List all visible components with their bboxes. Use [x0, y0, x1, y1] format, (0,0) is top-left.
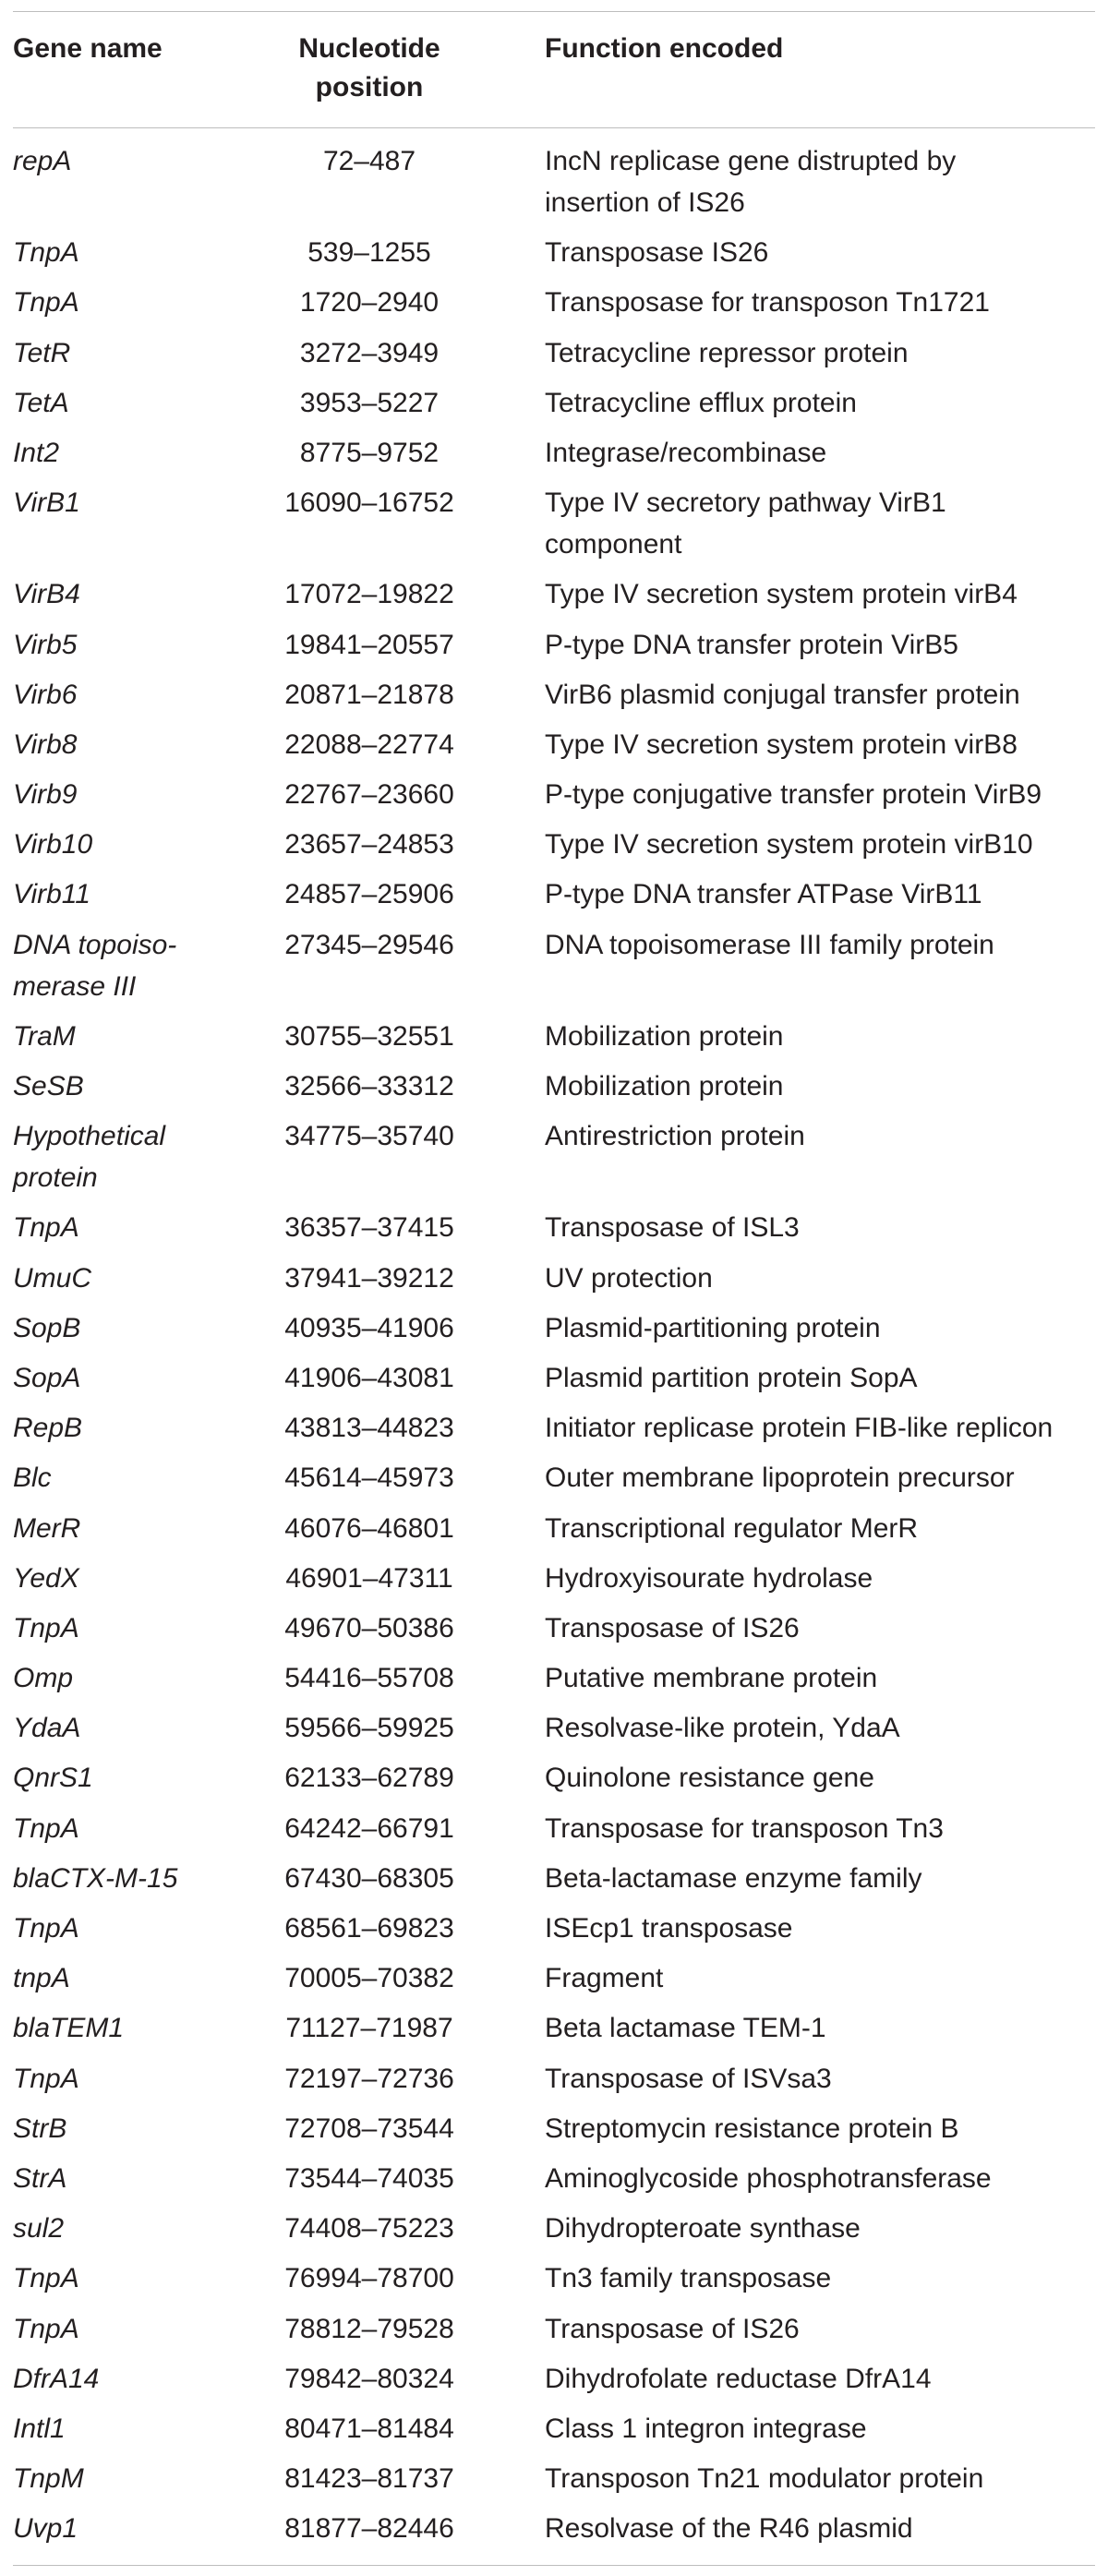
gene-name-line: Intl1 [13, 2413, 66, 2444]
function-encoded-cell [545, 1607, 1090, 1649]
nucleotide-position-cell: 81877–82446 [284, 2513, 454, 2545]
function-encoded-cell [545, 774, 1090, 815]
table-row [0, 573, 1108, 623]
nucleotide-position-cell: 64242–66791 [284, 1812, 454, 1844]
gene-name-line: Int2 [13, 437, 60, 468]
table-row [0, 232, 1108, 282]
table-row [0, 1957, 1108, 2007]
table-row [0, 382, 1108, 432]
gene-name-line: Virb11 [13, 879, 90, 910]
gene-name-line: blaCTX-M-15 [13, 1862, 178, 1894]
function-encoded-cell [545, 724, 1090, 765]
function-encoded-cell [545, 1357, 1090, 1399]
nucleotide-position-cell: 24857–25906 [284, 879, 454, 910]
nucleotide-position-cell: 54416–55708 [284, 1663, 454, 1694]
gene-name-line: VirB1 [13, 488, 80, 519]
gene-name-cell [13, 1065, 225, 1107]
function-encoded-cell [545, 1115, 1090, 1157]
table-row [0, 774, 1108, 824]
gene-name-line: TnpM [13, 2463, 84, 2495]
function-line: Tetracycline repressor protein [545, 337, 909, 368]
nucleotide-position-cell: 3272–3949 [299, 337, 440, 368]
function-line: Mobilization protein [545, 1020, 784, 1052]
table-row [0, 1258, 1108, 1307]
header-gene-name: Gene name [13, 33, 163, 64]
function-line: Type IV secretion system protein virB10 [545, 829, 1033, 861]
gene-name-line: sul2 [13, 2213, 65, 2245]
nucleotide-position-cell: 71127–71987 [285, 2013, 453, 2044]
function-encoded-cell [545, 482, 1090, 565]
gene-name-cell [13, 1757, 225, 1799]
gene-name-cell [13, 873, 225, 915]
gene-name-line: SopA [13, 1362, 81, 1393]
nucleotide-position-cell: 40935–41906 [284, 1312, 454, 1343]
function-line: Transposase of IS26 [545, 2313, 800, 2344]
function-line: Antirestriction protein [545, 1121, 805, 1152]
function-line: Transposon Tn21 modulator protein [545, 2463, 984, 2495]
nucleotide-position-cell: 73544–74035 [284, 2162, 454, 2194]
function-encoded-cell [545, 1307, 1090, 1349]
function-line: Type IV secretion system protein virB8 [545, 728, 1018, 760]
function-line: Transposase IS26 [545, 237, 769, 269]
gene-name-line: TnpA [13, 2063, 79, 2094]
function-line: Plasmid-partitioning protein [545, 1312, 881, 1343]
gene-name-cell [13, 1858, 225, 1899]
function-line: Resolvase-like protein, YdaA [545, 1713, 900, 1744]
gene-name-cell [13, 2108, 225, 2149]
function-line: Class 1 integron integrase [545, 2413, 867, 2444]
table-header [0, 28, 1108, 120]
table-row [0, 2508, 1108, 2558]
function-line: Resolvase of the R46 plasmid [545, 2513, 913, 2545]
table-row [0, 2108, 1108, 2158]
gene-name-cell [13, 432, 225, 474]
table-row [0, 1357, 1108, 1407]
table-row [0, 2458, 1108, 2508]
table-row [0, 1508, 1108, 1558]
nucleotide-position-cell: 43813–44823 [284, 1413, 454, 1444]
nucleotide-position-cell: 539–1255 [307, 237, 431, 269]
function-line: UV protection [545, 1262, 713, 1294]
function-encoded-cell [545, 624, 1090, 666]
function-line: Outer membrane lipoprotein precursor [545, 1463, 1015, 1494]
gene-name-cell [13, 1508, 225, 1549]
gene-name-line: TnpA [13, 287, 79, 319]
gene-name-cell [13, 1016, 225, 1057]
gene-name-line: SopB [13, 1312, 81, 1343]
table-row [0, 1707, 1108, 1757]
nucleotide-position-cell: 59566–59925 [284, 1713, 454, 1744]
gene-name-line: TetA [13, 387, 69, 418]
table-header-rule [13, 127, 1095, 128]
function-encoded-cell [545, 1957, 1090, 1999]
function-encoded-cell [545, 1407, 1090, 1449]
nucleotide-position-cell: 72–487 [322, 146, 416, 176]
gene-name-cell [13, 1357, 225, 1399]
gene-name-line: TnpA [13, 1812, 79, 1844]
nucleotide-position-cell: 22088–22774 [284, 728, 454, 760]
gene-name-cell [13, 2408, 225, 2450]
gene-name-cell [13, 1558, 225, 1599]
function-line: component [545, 529, 682, 560]
gene-name-line: TnpA [13, 1212, 79, 1244]
table-row [0, 674, 1108, 724]
function-line: DNA topoisomerase III family protein [545, 929, 994, 960]
function-encoded-cell [545, 232, 1090, 273]
gene-name-line: Virb6 [13, 679, 78, 710]
nucleotide-position-cell: 67430–68305 [284, 1862, 454, 1894]
function-encoded-cell [545, 2007, 1090, 2049]
function-line: Aminoglycoside phosphotransferase [545, 2162, 992, 2194]
table-row [0, 1908, 1108, 1957]
gene-name-cell [13, 232, 225, 273]
function-encoded-cell [545, 2408, 1090, 2450]
table-row [0, 2208, 1108, 2257]
function-line: Dihydrofolate reductase DfrA14 [545, 2363, 932, 2394]
gene-name-cell [13, 1957, 225, 1999]
table-row [0, 1307, 1108, 1357]
table-row [0, 1558, 1108, 1607]
nucleotide-position-cell: 68561–69823 [284, 1913, 454, 1944]
nucleotide-position-cell: 8775–9752 [299, 437, 440, 468]
gene-name-line: TnpA [13, 1612, 79, 1643]
gene-name-cell [13, 573, 225, 615]
nucleotide-position-cell: 79842–80324 [284, 2363, 454, 2394]
function-encoded-cell [545, 674, 1090, 716]
gene-name-cell [13, 624, 225, 666]
function-line: VirB6 plasmid conjugal transfer protein [545, 679, 1020, 710]
table-row [0, 2358, 1108, 2408]
function-line: P-type conjugative transfer protein VirB9 [545, 779, 1042, 811]
table-row [0, 1016, 1108, 1065]
gene-name-line: TnpA [13, 237, 79, 269]
table-body [0, 140, 1108, 2558]
gene-name-line: VirB4 [13, 579, 80, 610]
gene-name-cell [13, 2257, 225, 2299]
function-line: Hydroxyisourate hydrolase [545, 1562, 873, 1594]
function-encoded-cell [545, 2458, 1090, 2499]
function-line: Transposase for transposon Tn1721 [545, 287, 990, 319]
gene-name-line: YedX [13, 1562, 79, 1594]
gene-name-line: protein [13, 1162, 98, 1194]
function-line: Type IV secretory pathway VirB1 [545, 488, 946, 519]
gene-name-cell [13, 2308, 225, 2350]
nucleotide-position-cell: 76994–78700 [284, 2263, 454, 2294]
gene-name-cell [13, 2508, 225, 2549]
function-encoded-cell [545, 573, 1090, 615]
function-encoded-cell [545, 1065, 1090, 1107]
gene-name-line: merase III [13, 970, 137, 1002]
table-row [0, 482, 1108, 573]
function-line: IncN replicase gene distrupted by [545, 146, 957, 176]
function-encoded-cell [545, 1908, 1090, 1949]
nucleotide-position-cell: 37941–39212 [284, 1262, 454, 1294]
function-encoded-cell [545, 1707, 1090, 1749]
gene-name-line: Virb8 [13, 728, 78, 760]
function-line: Beta lactamase TEM-1 [545, 2013, 826, 2044]
table-row [0, 1808, 1108, 1858]
function-line: Plasmid partition protein SopA [545, 1362, 918, 1393]
nucleotide-position-cell: 72197–72736 [284, 2063, 454, 2094]
gene-name-cell [13, 1707, 225, 1749]
table-bottom-rule [13, 2565, 1095, 2566]
table-row [0, 724, 1108, 774]
function-line: P-type DNA transfer ATPase VirB11 [545, 879, 982, 910]
gene-name-cell [13, 282, 225, 323]
table-row [0, 924, 1108, 1016]
function-encoded-cell [545, 1858, 1090, 1899]
gene-name-line: Omp [13, 1663, 74, 1694]
nucleotide-position-cell: 62133–62789 [284, 1763, 454, 1794]
gene-name-line: MerR [13, 1512, 81, 1544]
gene-name-cell [13, 1307, 225, 1349]
gene-name-cell [13, 1258, 225, 1299]
nucleotide-position-cell: 1720–2940 [299, 287, 440, 319]
function-encoded-cell [545, 382, 1090, 424]
gene-name-line: repA [13, 146, 72, 176]
gene-name-line: StrA [13, 2162, 67, 2194]
nucleotide-position-cell: 20871–21878 [284, 679, 454, 710]
nucleotide-position-cell: 3953–5227 [299, 387, 440, 418]
gene-name-cell [13, 674, 225, 716]
gene-name-line: tnpA [13, 1963, 70, 1994]
gene-name-cell [13, 1407, 225, 1449]
gene-name-cell [13, 2158, 225, 2199]
table-row [0, 873, 1108, 923]
function-encoded-cell [545, 282, 1090, 323]
table-row [0, 332, 1108, 382]
function-line: Putative membrane protein [545, 1663, 878, 1694]
gene-name-line: blaTEM1 [13, 2013, 125, 2044]
nucleotide-position-cell: 34775–35740 [284, 1121, 454, 1152]
gene-name-line: TraM [13, 1020, 76, 1052]
function-encoded-cell [545, 332, 1090, 374]
function-line: Tetracycline efflux protein [545, 387, 857, 418]
table-row [0, 2058, 1108, 2108]
nucleotide-position-cell: 23657–24853 [284, 829, 454, 861]
function-line: Transposase for transposon Tn3 [545, 1812, 944, 1844]
table-row [0, 1657, 1108, 1707]
header-nucleotide-position [231, 30, 508, 107]
gene-name-cell [13, 382, 225, 424]
function-encoded-cell [545, 2058, 1090, 2100]
table-row [0, 1757, 1108, 1807]
table-row [0, 624, 1108, 674]
gene-name-cell [13, 2007, 225, 2049]
function-line: Transcriptional regulator MerR [545, 1512, 919, 1544]
table-row [0, 1607, 1108, 1657]
function-line: Beta-lactamase enzyme family [545, 1862, 922, 1894]
table-row [0, 2007, 1108, 2057]
function-line: Streptomycin resistance protein B [545, 2113, 959, 2144]
nucleotide-position-cell: 74408–75223 [284, 2213, 454, 2245]
function-encoded-cell [545, 1558, 1090, 1599]
table-row [0, 1457, 1108, 1507]
function-encoded-cell [545, 1016, 1090, 1057]
gene-name-line: Virb5 [13, 629, 78, 660]
function-line: Mobilization protein [545, 1071, 784, 1101]
table-row [0, 2308, 1108, 2358]
nucleotide-position-cell: 22767–23660 [284, 779, 454, 811]
function-line: ISEcp1 transposase [545, 1913, 793, 1944]
gene-name-cell [13, 1808, 225, 1849]
table-row [0, 1065, 1108, 1115]
gene-name-cell [13, 824, 225, 865]
gene-name-cell [13, 1457, 225, 1499]
nucleotide-position-cell: 32566–33312 [284, 1071, 454, 1101]
nucleotide-position-cell: 72708–73544 [284, 2113, 454, 2144]
nucleotide-position-cell: 70005–70382 [284, 1963, 454, 1994]
table-row [0, 1115, 1108, 1207]
function-encoded-cell [545, 1808, 1090, 1849]
gene-name-cell [13, 2208, 225, 2249]
gene-name-line: DNA topoiso- [13, 929, 177, 960]
gene-name-line: TnpA [13, 2313, 79, 2344]
gene-name-cell [13, 1607, 225, 1649]
gene-name-line: TnpA [13, 1913, 79, 1944]
function-encoded-cell [545, 824, 1090, 865]
function-encoded-cell [545, 140, 1090, 223]
nucleotide-position-cell: 46901–47311 [285, 1562, 453, 1594]
nucleotide-position-cell: 30755–32551 [284, 1020, 454, 1052]
gene-name-cell [13, 2458, 225, 2499]
function-line: insertion of IS26 [545, 187, 745, 218]
gene-name-line: TnpA [13, 2263, 79, 2294]
gene-name-cell [13, 724, 225, 765]
nucleotide-position-cell: 46076–46801 [284, 1512, 454, 1544]
function-line: Integrase/recombinase [545, 437, 827, 468]
gene-name-line: Hypothetical [13, 1121, 166, 1152]
function-line: Tn3 family transposase [545, 2263, 832, 2294]
function-encoded-cell [545, 432, 1090, 474]
gene-name-line: Virb10 [13, 829, 93, 861]
function-line: Initiator replicase protein FIB-like replicon [545, 1413, 1054, 1444]
function-line: Transposase of ISVsa3 [545, 2063, 832, 2094]
function-encoded-cell [545, 1457, 1090, 1499]
function-line: Quinolone resistance gene [545, 1763, 874, 1794]
table-row [0, 282, 1108, 331]
nucleotide-position-cell: 81423–81737 [284, 2463, 454, 2495]
gene-name-line: Uvp1 [13, 2513, 78, 2545]
function-encoded-cell [545, 1757, 1090, 1799]
gene-name-line: StrB [13, 2113, 67, 2144]
table-row [0, 824, 1108, 873]
function-line: Transposase of IS26 [545, 1612, 800, 1643]
table-row [0, 2408, 1108, 2458]
nucleotide-position-cell: 45614–45973 [284, 1463, 454, 1494]
gene-name-line: RepB [13, 1413, 83, 1444]
function-encoded-cell [545, 2257, 1090, 2299]
table-row [0, 2158, 1108, 2208]
function-encoded-cell [545, 2358, 1090, 2400]
gene-name-line: DfrA14 [13, 2363, 100, 2394]
gene-name-cell [13, 1908, 225, 1949]
gene-name-line: UmuC [13, 1262, 92, 1294]
gene-name-cell [13, 1657, 225, 1699]
function-encoded-cell [545, 1657, 1090, 1699]
function-encoded-cell [545, 2158, 1090, 2199]
gene-name-line: YdaA [13, 1713, 81, 1744]
function-line: Type IV secretion system protein virB4 [545, 579, 1018, 610]
function-encoded-cell [545, 2508, 1090, 2549]
nucleotide-position-cell: 36357–37415 [284, 1212, 454, 1244]
table-row [0, 1858, 1108, 1908]
function-encoded-cell [545, 924, 1090, 966]
table-top-rule [13, 11, 1095, 12]
gene-name-cell [13, 2058, 225, 2100]
function-encoded-cell [545, 873, 1090, 915]
table-row [0, 432, 1108, 482]
function-line: Fragment [545, 1963, 664, 1994]
gene-name-line: TetR [13, 337, 71, 368]
function-encoded-cell [545, 1258, 1090, 1299]
gene-name-line: Virb9 [13, 779, 78, 811]
gene-name-cell [13, 482, 225, 524]
gene-name-cell [13, 2358, 225, 2400]
function-encoded-cell [545, 1207, 1090, 1248]
nucleotide-position-cell: 78812–79528 [284, 2313, 454, 2344]
nucleotide-position-cell: 17072–19822 [284, 579, 454, 610]
gene-name-line: SeSB [13, 1071, 84, 1101]
gene-name-cell [13, 332, 225, 374]
header-position-line2: position [315, 72, 424, 102]
gene-name-cell [13, 140, 225, 182]
function-encoded-cell [545, 1508, 1090, 1549]
nucleotide-position-cell: 80471–81484 [284, 2413, 454, 2444]
gene-name-line: Blc [13, 1463, 52, 1494]
header-function-encoded: Function encoded [545, 33, 784, 64]
function-encoded-cell [545, 2208, 1090, 2249]
nucleotide-position-cell: 49670–50386 [284, 1612, 454, 1643]
table-row [0, 140, 1108, 232]
nucleotide-position-cell: 19841–20557 [284, 629, 454, 660]
nucleotide-position-cell: 27345–29546 [284, 929, 454, 960]
gene-name-cell [13, 1115, 225, 1198]
table-row [0, 2257, 1108, 2307]
gene-name-cell [13, 1207, 225, 1248]
function-encoded-cell [545, 2108, 1090, 2149]
table-row [0, 1407, 1108, 1457]
function-line: Transposase of ISL3 [545, 1212, 800, 1244]
gene-name-line: QnrS1 [13, 1763, 93, 1794]
gene-name-cell [13, 774, 225, 815]
table-row [0, 1207, 1108, 1257]
header-position-line1: Nucleotide [298, 33, 440, 64]
nucleotide-position-cell: 16090–16752 [284, 488, 454, 519]
function-line: P-type DNA transfer protein VirB5 [545, 629, 958, 660]
function-encoded-cell [545, 2308, 1090, 2350]
function-line: Dihydropteroate synthase [545, 2213, 861, 2245]
gene-name-cell [13, 924, 225, 1007]
nucleotide-position-cell: 41906–43081 [284, 1362, 454, 1393]
